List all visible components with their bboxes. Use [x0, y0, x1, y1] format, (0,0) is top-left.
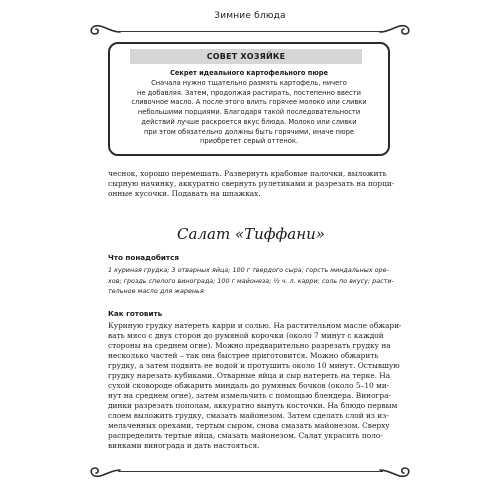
ingredients-heading: Что понадобится — [108, 253, 179, 262]
text-line: нут на среднем огне), затем измельчить с помощью блендера. Виногра- — [108, 391, 392, 400]
tip-label: СОВЕТ ХОЗЯЙКЕ — [206, 52, 286, 61]
header-left-flourish-icon — [86, 20, 122, 40]
text-line: Куриную грудку натереть карри и солью. На растительном масле обжари- — [108, 321, 402, 330]
tip-banner — [130, 49, 362, 64]
tip-heading: Секрет идеального картофельного пюре — [170, 69, 328, 77]
running-header-title: Зимние блюда — [214, 11, 286, 21]
ingredients-line: тельное масло для жаренья — [108, 287, 204, 296]
text-line: распределить тертые яйца, смазать майонезом. Салат украсить поло- — [108, 431, 383, 440]
text-line: грудку, а затем подвять ее водой и протушить около 10 минут. Остывшую — [108, 361, 400, 370]
header-right-flourish-icon — [378, 20, 414, 40]
text-line: винками винограда и дать настояться. — [108, 441, 260, 450]
text-line: стороны на среднем огне). Можно предварительно разрезать грудку на — [108, 341, 391, 350]
text-line: мельченных орехами, тертым сыром, снова смазать майонезом. Сверху — [108, 421, 390, 430]
howto-heading: Как готовить — [108, 309, 163, 318]
tip-line: при этом обязательно должны быть горячими, иначе пюре — [144, 127, 354, 136]
footer-left-flourish-icon — [86, 462, 122, 482]
tip-line: не добавляя. Затем, продолжая растирать, постепенно ввести — [137, 88, 361, 97]
tip-line: сливочное масло. А после этого влить горячее молоко или сливки — [131, 98, 367, 107]
text-line: сухой сковороде обжарить миндаль до румяных бочков (около 5–10 ми- — [108, 381, 390, 390]
text-line: слоем выложить грудку, смазать майонезом. Затем сделать слой из из- — [108, 411, 389, 420]
howto-paragraph — [108, 321, 402, 451]
text-line: онные кусочки. Подавать на шпажках. — [108, 189, 261, 198]
text-line: несколько частей – так она быстрее приготовится. Можно обжарить — [108, 351, 379, 360]
tip-line: действий лучше раскроется вкус блюда. Молоко или сливки — [141, 117, 357, 126]
continuation-paragraph — [108, 169, 394, 199]
tip-line: небольшими порциями. Благодаря такой последовательности — [137, 108, 361, 117]
text-line: грудку нарезать кубиками. Отварные яйца и сыр натереть на терке. На — [108, 371, 391, 380]
recipe-title: Салат «Тиффани» — [177, 225, 325, 243]
tip-line: приобретет серый оттенок. — [200, 137, 298, 146]
tip-body — [114, 79, 384, 147]
text-line: динки разрезать пополам, аккуратно вынуть косточки. На блюдо первым — [108, 401, 398, 410]
footer-right-flourish-icon — [378, 462, 414, 482]
ingredients-line: 1 куриная грудка; 3 отварных яйца; 100 г твердого сыра; горсть миндальных оре- — [108, 266, 389, 274]
text-line: чеснок, хорошо перемешать. Развернуть крабовые палочки, выложить — [108, 169, 387, 178]
ingredients-list — [108, 265, 398, 297]
text-line: вать мясо с двух сторон до румяной корочки (около 7 минут с каждой — [108, 331, 384, 340]
ingredients-line: хов; гроздь спелого винограда; 100 г майонеза; ½ ч. л. карри; соль по вкусу; расти- — [108, 276, 394, 285]
footer-rule — [118, 471, 383, 472]
header-rule — [118, 31, 383, 32]
text-line: сырную начинку, аккуратно свернуть рулетиками и разрезать на порци- — [108, 179, 395, 188]
tip-line: Сначала нужно тщательно размять картофель, ничего — [151, 79, 347, 87]
